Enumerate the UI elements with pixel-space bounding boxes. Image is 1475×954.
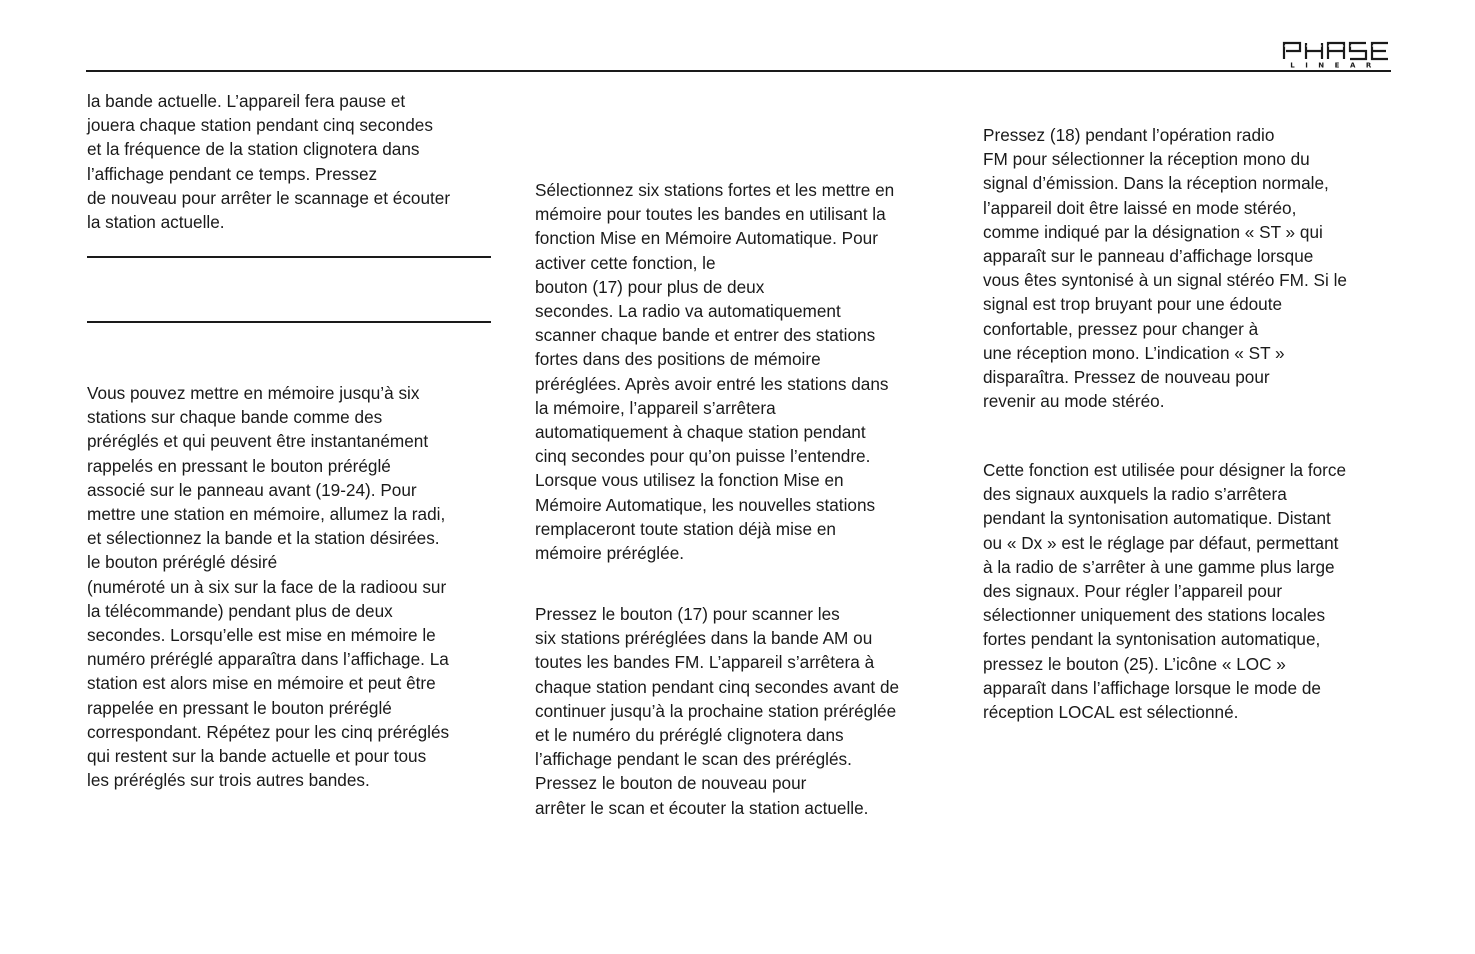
scan-paragraph: la bande actuelle. L’appareil fera pause et jouera chaque station pendant cinq secondes et la fréquence de la station clignotera dans l’affichage pendant ce temps. Pressez de nouveau pour arrêter le scannage et écouter la station actuelle. xyxy=(87,91,451,233)
section-rule-top xyxy=(87,256,491,258)
preset-scan-paragraph: Pressez le bouton (17) pour scanner les six stations préréglées dans la bande AM ou toutes les bandes FM. L’appareil s’arrêtera à chaque station pendant cinq secondes avant de continuer jusqu’à la prochaine station préréglée et le numéro du préréglé clignotera dans l’affichage pendant le scan des préréglés. Pressez le bouton de nouveau pour arrêter le scan et écouter la station actuelle. xyxy=(535,604,900,818)
local-paragraph: Cette fonction est utilisée pour désigner la force des signaux auxquels la radio s’arrêtera pendant la syntonisation automatique. Distant ou « Dx » est le réglage par défaut, permettant à la radio de s’arrêter à une gamme plus large des signaux. Pour régler l’appareil pour sélectionner uniquement des stations locales fortes pendant la syntonisation automatique, pressez le bouton (25). L’icône « LOC » apparaît dans l’affichage lorsque le mode de réception LOCAL est sélectionné. xyxy=(983,460,1347,723)
section-rule-bottom xyxy=(87,321,491,323)
presets-paragraph: Vous pouvez mettre en mémoire jusqu’à six stations sur chaque bande comme des préréglés et qui peuvent être instantanément rappelés en pressant le bouton préréglé associé sur le panneau avant (19-24). Pour mettre une station en mémoire, allumez la radi, et sélectionnez la bande et la station désirées. le bouton préréglé désiré (numéroté un à six sur la face de la radioou sur la télécommande) pendant plus de deux secondes. Lorsqu’elle est mise en mémoire le numéro préréglé apparaîtra dans l’affichage. La station est alors mise en mémoire et peut être rappelée en pressant le bouton préréglé correspondant. Répétez pour les cinq préréglés qui restent sur la bande actuelle et pour tous les préréglés sur trois autres bandes. xyxy=(87,383,450,791)
header-rule xyxy=(86,70,1391,72)
mono-paragraph: Pressez (18) pendant l’opération radio FM pour sélectionner la réception mono du signal d’émission. Dans la réception normale, l’appareil doit être laissé en mode stéréo, comme indiqué par la désignation « ST » qui apparaît sur le panneau d’affichage lorsque vous êtes syntonisé à un signal stéréo FM. Si le signal est trop bruyant pour une édoute confortable, pressez pour changer à une réception mono. L’indication « ST » disparaîtra. Pressez de nouveau pour revenir au mode stéréo. xyxy=(983,125,1347,412)
phase-linear-logo xyxy=(1282,40,1390,68)
auto-store-paragraph: Sélectionnez six stations fortes et les mettre en mémoire pour toutes les bandes en utilisant la fonction Mise en Mémoire Automatique. Pour activer cette fonction, le bouton (17) pour plus de deux secondes. La radio va automatiquement scanner chaque bande et entrer des stations fortes dans des positions de mémoire préréglées. Après avoir entré les stations dans la mémoire, l’appareil s’arrêtera automatiquement à chaque station pendant cinq secondes pour qu’on puisse l’entendre. Lorsque vous utilisez la fonction Mise en Mémoire Automatique, les nouvelles stations remplaceront toute station déjà mise en mémoire préréglée. xyxy=(535,180,895,564)
logo-subbrand: LINEAR xyxy=(1290,61,1382,68)
